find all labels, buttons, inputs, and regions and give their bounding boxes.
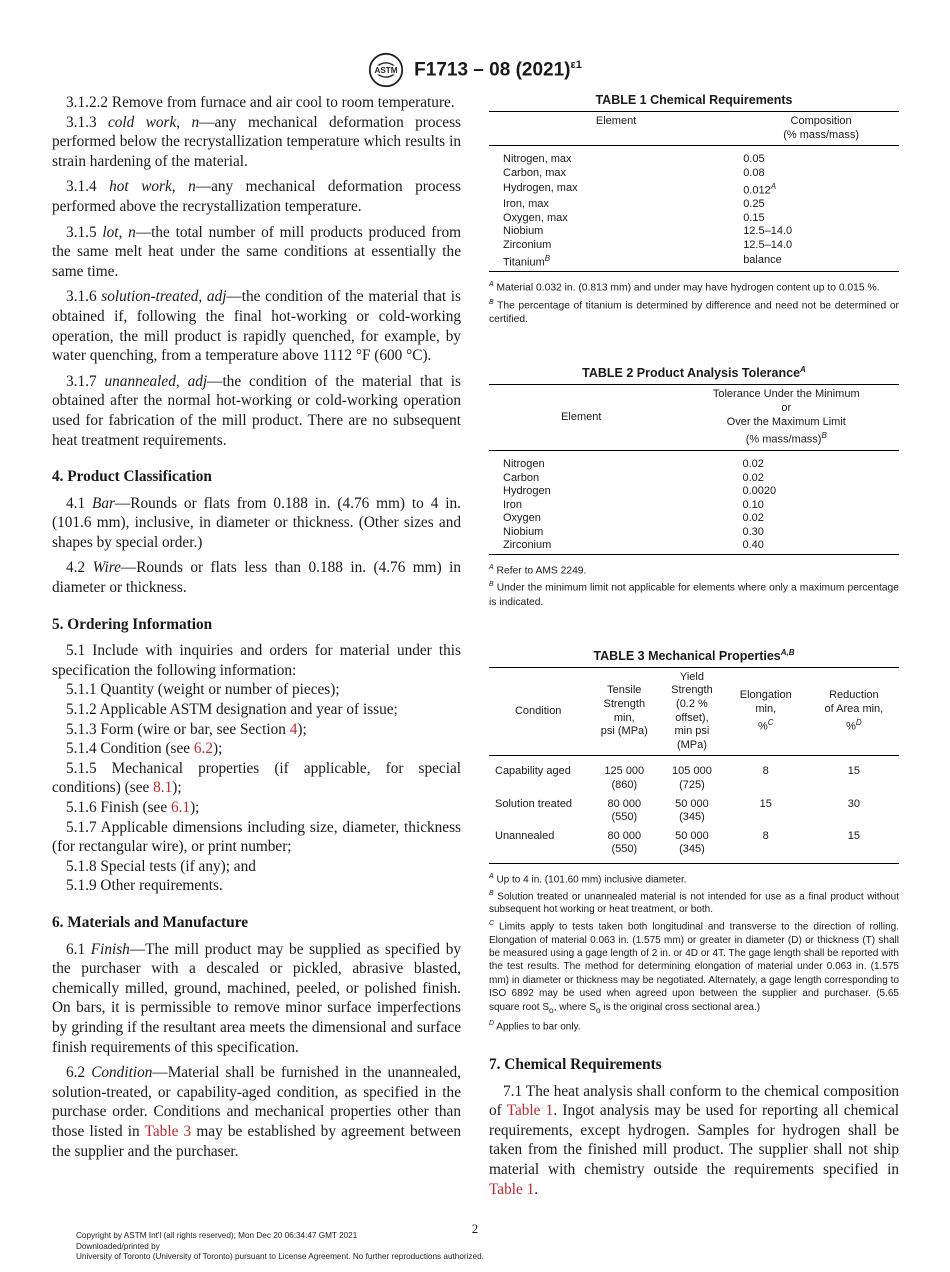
table-3-reduction-cell: 15 (847, 765, 861, 778)
paragraph-3-1-6: 3.1.6 solution-treated, adj—the condition of the material that is obtained if, following the final hot-working or cold-working operation, the mill product is rapidly quenched, for example, by water quenching, from a temperature above 1112 °F (600 °C). (52, 288, 461, 365)
table-2-notes (489, 561, 899, 610)
table-1-element-cell: Titanium$^B$ (503, 254, 551, 269)
table-3-col-reduction: Reduction of Area min, %$^D$ (809, 667, 899, 756)
table-1-link[interactable]: Table 1 (506, 1102, 554, 1120)
table-1-note-b: $^B$ The percentage of titanium is determined by difference and need not be determined or certified. (489, 298, 899, 326)
table-1-element-cell: Nitrogen, max (503, 153, 572, 165)
table-1-value-cell: balance (743, 254, 782, 267)
table-3-condition-cell: Unannealed (495, 829, 555, 842)
table-1-value-cell: 0.15 (743, 211, 765, 224)
document-designation: F1713 – 08 $(2021)^{\varepsilon 1}$ (414, 58, 582, 81)
table-2-note-b: $^B$ Under the minimum limit not applicable for elements where only a maximum percentage is indicated. (489, 581, 899, 608)
table-1-element-cell: Zirconium (503, 238, 552, 251)
table-1-value-cell: 0.08 (743, 166, 765, 179)
table-2-grid (489, 384, 899, 555)
table-1-element-cell: Niobium (503, 225, 544, 238)
table-1-row (489, 198, 899, 212)
table-3-tensile-cell: 80 000 (550) (607, 797, 642, 824)
table-2-element-cell: Hydrogen (503, 485, 551, 498)
table-3-col-yield: Yield Strength (0.2 % offset), min psi (MPa) (661, 667, 723, 756)
table-3-reduction-cell: 30 (847, 797, 861, 810)
table-3 (489, 648, 899, 1034)
copyright-footer (76, 1231, 484, 1263)
table-3-note-d: $^D$ Applies to bar only. (489, 1020, 581, 1033)
paragraph-5-1-2: 5.1.2 Applicable ASTM designation and year of issue; (66, 701, 398, 719)
footer-line-3: University of Toronto (University of Toronto) pursuant to License Agreement. No further reproductions authorized. (76, 1252, 484, 1261)
paragraph-3-1-5: 3.1.5 lot, n—the total number of mill products produced from the same melt heat under the same conditions at essentially the same time. (52, 223, 461, 280)
table-3-yield-cell: 50 000 (345) (675, 829, 709, 856)
table-1-col-element: Element (489, 112, 743, 146)
table-2-title: TABLE 2 Product Analysis Tolerance$^A$ (582, 365, 806, 381)
table-3-tensile-cell: 125 000 (860) (604, 765, 645, 791)
table-2-row (489, 485, 899, 499)
table-3-yield-cell: 105 000 (725) (672, 765, 712, 791)
paragraph-4-2: 4.2 Wire—Rounds or flats less than 0.188 in. (4.76 mm) in diameter or thickness. (52, 559, 461, 597)
page-header (0, 52, 950, 88)
section-5-heading: 5. Ordering Information (52, 615, 213, 633)
table-2-element-cell: Zirconium (503, 539, 552, 552)
table-2 (489, 365, 899, 610)
table-2-value-cell: 0.02 (742, 512, 764, 525)
table-3-grid (489, 667, 899, 864)
table-2-value-cell: 0.02 (742, 458, 764, 471)
table-2-col-tolerance: Tolerance Under the Minimum or Over the Maximum Limit (% mass/mass)$^B$ (674, 385, 900, 451)
table-1-value-cell: 0.05 (743, 153, 765, 165)
table-2-element-cell: Nitrogen (503, 458, 545, 471)
table-3-reduction-cell: 15 (847, 829, 861, 842)
paragraph-7-1: 7.1 The heat analysis shall conform to the chemical composition of Table 1. Ingot analysis may be used for reporting all chemical requirements, except hydrogen. Samples for hydrogen shall be taken from the finished mill product. The supplier shall not ship material with chemistry outside the requirements specified in Table 1. (489, 1082, 900, 1198)
table-2-row (489, 539, 899, 554)
table-2-col-element: Element (489, 385, 674, 451)
page-number: 2 (471, 1221, 479, 1236)
table-3-notes (489, 870, 899, 1034)
table-3-col-condition: Condition (489, 667, 587, 756)
table-1-value-cell: 12.5–14.0 (743, 225, 793, 238)
table-3-condition-cell: Capability aged (495, 765, 571, 778)
paragraph-3-1-2-2: 3.1.2.2 Remove from furnace and air cool to room temperature. (66, 94, 455, 111)
table-3-elongation-cell: 15 (759, 797, 772, 810)
table-1-col-composition: Composition (% mass/mass) (743, 112, 899, 146)
table-3-note-b: $^B$ Solution treated or unannealed material is not intended for use as a final product without subsequent hot working or heat treatment, or both. (489, 889, 899, 916)
table-3-title: TABLE 3 Mechanical Properties$^{A,B}$ (593, 647, 795, 663)
table-3-row (489, 825, 899, 864)
table-3-note-a: $^A$ Up to 4 in. (101.60 mm) inclusive diameter. (489, 872, 687, 886)
table-3-col-elongation: Elongation min, %$^C$ (723, 667, 809, 756)
table-1-value-cell: $0.012^A$ (743, 182, 777, 197)
table-2-element-cell: Iron (503, 498, 522, 511)
table-1-title: TABLE 1 Chemical Requirements (595, 93, 793, 107)
table-2-row (489, 451, 899, 472)
paragraph-4-1: 4.1 Bar—Rounds or flats from 0.188 in. (4.76 mm) to 4 in. (101.6 mm), inclusive, in diameter or thickness. (Other sizes and shapes by special order.) (52, 494, 461, 551)
table-1-notes (489, 278, 899, 327)
table-2-value-cell: 0.0020 (742, 485, 777, 498)
epsilon-superscript: ε1 (570, 58, 582, 71)
astm-logo-icon (368, 52, 404, 88)
table-1-row (489, 146, 899, 167)
table-2-row (489, 512, 899, 526)
paragraph-5-1-4: 5.1.4 Condition (see 6.2); (66, 740, 223, 758)
table-1-element-cell: Oxygen, max (503, 211, 568, 224)
table-3-link[interactable]: Table 3 (144, 1122, 192, 1140)
paragraph-3-1-4: 3.1.4 hot work, n—any mechanical deformation process performed above the recrystallization temperature. (52, 178, 462, 215)
table-3-row (489, 756, 899, 793)
paragraph-5-1-6: 5.1.6 Finish (see 6.1); (66, 799, 200, 816)
paragraph-5-1: 5.1 Include with inquiries and orders for material under this specification the following information: (52, 642, 461, 679)
right-column (489, 93, 899, 1034)
table-1-grid (489, 111, 899, 272)
table-3-tensile-cell: 80 000 (550) (607, 829, 642, 856)
table-2-value-cell: 0.10 (742, 498, 764, 511)
section-6-heading: 6. Materials and Manufacture (52, 913, 249, 931)
table-3-elongation-cell: 8 (762, 829, 769, 842)
paragraph-6-1: 6.1 Finish—The mill product may be supplied as specified by the purchaser with a descaled or pickled, abrasive blasted, chemically milled, ground, machined, peeled, or polished finish. On bars, it is permissible to remove minor surface imperfections by grinding if the resultant area meets the dimensional and surface finish requirements of this specification. (52, 940, 461, 1056)
section-7 (489, 1055, 899, 1199)
table-1-row (489, 180, 899, 198)
table-3-condition-cell: Solution treated (495, 797, 573, 810)
section-4-heading: 4. Product Classification (52, 468, 212, 486)
paragraph-5-1-9: 5.1.9 Other requirements. (66, 877, 223, 895)
paragraph-3-1-7: 3.1.7 unannealed, adj—the condition of the material that is obtained after the normal hot-working or cold-working operation used for fabrication of the mill product. There are no subsequent heat treatment requirements. (52, 372, 461, 449)
paragraph-5-1-8: 5.1.8 Special tests (if any); and (66, 857, 256, 875)
table-3-col-tensile: Tensile Strength min, psi (MPa) (587, 667, 661, 756)
paragraph-5-1-5: 5.1.5 Mechanical properties (if applicable, for special conditions) (see 8.1); (52, 759, 461, 797)
section-4-link[interactable]: 4 (289, 720, 298, 738)
table-2-element-cell: Niobium (503, 525, 544, 538)
paragraph-5-1-1: 5.1.1 Quantity (weight or number of pieces); (66, 681, 340, 699)
table-2-value-cell: 0.02 (742, 471, 764, 484)
table-3-note-c: $^C$ Limits apply to tests taken both longitudinal and transverse to the direction of rolling. Elongation of material 0.063 in. (1.575 mm) or greater in diameter (D) or thickness (T) shall be measured using a gage length of 2 in. or 4D or 4T. The gage length shall be reported with the test results. The method for determining elongation of material under 0.063 in. (1.575 mm) in diameter or thickness may be negotiated. Alternately, a gage length corresponding to ISO 6892 may be used when agreed upon between the supplier and purchaser. (5.65 square root $S_o$, where $S_o$ is the original cross sectional area.) (489, 919, 899, 1015)
table-1-row (489, 252, 899, 272)
table-2-value-cell: 0.40 (742, 539, 764, 552)
table-2-note-a: $^A$ Refer to AMS 2249. (489, 563, 587, 577)
paragraph-5-1-7: 5.1.7 Applicable dimensions including size, diameter, thickness (for rectangular wire), or print number; (52, 818, 461, 856)
table-2-element-cell: Carbon (503, 471, 540, 484)
table-1-row (489, 239, 899, 253)
table-1-value-cell: 12.5–14.0 (743, 238, 793, 251)
table-1-element-cell: Iron, max (503, 198, 549, 211)
table-1-value-cell: 0.25 (743, 198, 765, 211)
table-1-link[interactable]: Table 1 (489, 1180, 535, 1198)
table-1-row (489, 167, 899, 181)
footer-line-2: Downloaded/printed by (76, 1241, 160, 1251)
section-7-heading: 7. Chemical Requirements (489, 1056, 662, 1073)
svg-text:ASTM: ASTM (374, 66, 398, 76)
table-1-note-a: $^A$ Material 0.032 in. (0.813 mm) and under may have hydrogen content up to 0.015 %. (489, 281, 880, 294)
table-1 (489, 93, 899, 327)
table-1-row (489, 225, 899, 239)
table-2-value-cell: 0.30 (742, 525, 764, 538)
table-1-row (489, 212, 899, 226)
table-3-row (489, 793, 899, 825)
paragraph-3-1-3: 3.1.3 cold work, n—any mechanical deformation process performed below the recrystallization temperature which results in strain hardening of the material. (52, 113, 461, 170)
left-column (52, 93, 461, 1167)
footer-line-1: Copyright by ASTM Int'l (all rights reserved); Mon Dec 20 06:34:47 GMT 2021 (76, 1231, 358, 1240)
section-8-1-link[interactable]: 8.1 (153, 779, 173, 797)
table-3-elongation-cell: 8 (762, 765, 769, 778)
table-2-row (489, 499, 899, 513)
table-2-row (489, 472, 899, 486)
paragraph-6-2: 6.2 Condition—Material shall be furnished in the unannealed, solution-treated, or capability-aged condition, as specified in the purchase order. Conditions and mechanical properties other than those listed in Table 3 may be established by agreement between the supplier and the purchaser. (52, 1064, 461, 1160)
table-3-yield-cell: 50 000 (345) (675, 797, 709, 824)
table-1-element-cell: Carbon, max (503, 166, 566, 179)
table-1-element-cell: Hydrogen, max (503, 182, 578, 195)
table-2-row (489, 526, 899, 540)
section-6-2-link[interactable]: 6.2 (193, 740, 214, 758)
table-2-element-cell: Oxygen (503, 512, 541, 525)
section-6-1-link[interactable]: 6.1 (170, 799, 191, 816)
paragraph-5-1-3: 5.1.3 Form (wire or bar, see Section 4); (66, 720, 307, 738)
